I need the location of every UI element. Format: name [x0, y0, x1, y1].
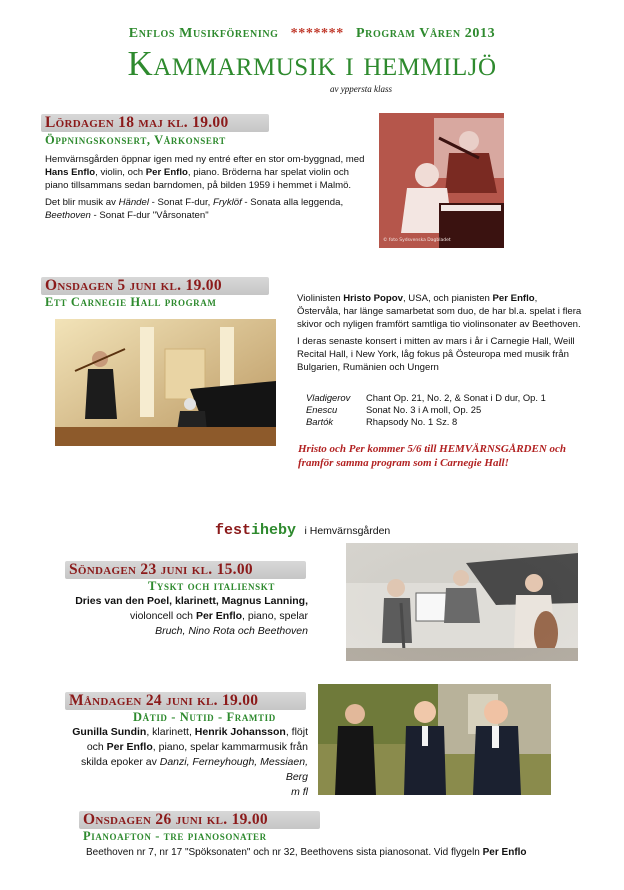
text: - Sonata alla leggenda, [241, 197, 344, 208]
composers: Danzi, Ferneyhough, Messiaen, Berg [159, 756, 308, 783]
event4-line2 [60, 740, 308, 755]
performer-name: Per Enflo [145, 167, 188, 178]
festival-fest: fest [215, 522, 252, 539]
text: - Sonat F-dur "Vårsonaten" [90, 210, 209, 221]
main-title: Kammarmusik i hemmiljö [127, 44, 497, 83]
event3-date: Söndagen 23 juni kl. 15.00 [69, 561, 253, 578]
text: , flöjt [285, 726, 308, 738]
event2-note: Hristo och Per kommer 5/6 till HEMVÄRNSGÅRDEN och framför samma program som i Carnegie Hall! [298, 443, 567, 469]
photo-carnegie-hall [55, 319, 276, 446]
performer-name: Per Enflo [106, 741, 153, 753]
event1-date: Lördagen 18 maj kl. 19.00 [45, 114, 229, 131]
performer-name: Henrik Johansson [194, 726, 286, 738]
event1-subtitle: Öppningskonsert, Vårkonsert [45, 133, 226, 147]
text: Violinisten [297, 293, 344, 304]
program-row [306, 392, 550, 404]
composer: Beethoven [45, 210, 91, 221]
program-season: Program Våren 2013 [355, 26, 496, 41]
program-composer: Bartók [306, 416, 334, 427]
event2-paragraph2: I deras senaste konsert i mitten av mars i år i Carnegie Hall, Weill Recital Hall, i New York, låg fokus på Östeuropa med musik från Bulgarien, Rumänien och Ungern [297, 336, 575, 373]
event5-subtitle: Pianoafton - tre pianosonater [83, 829, 267, 843]
tagline: av yppersta klass [330, 84, 392, 94]
text: , violin, och [95, 167, 146, 178]
festival-venue: i Hemvärnsgården [304, 525, 391, 537]
performer-name: Per Enflo [492, 293, 535, 304]
composer: Beethoven [86, 847, 134, 858]
text: , klarinett, [146, 726, 195, 738]
event4-date: Måndagen 24 juni kl. 19.00 [69, 692, 259, 709]
composer: Fryklöf [212, 197, 242, 208]
event5-date: Onsdagen 26 juni kl. 19.00 [83, 811, 268, 828]
performers-photo-image [318, 684, 551, 795]
text: Hemvärnsgården öppnar igen med ny entré efter en stor om-byggnad, med [45, 154, 365, 165]
event2-description [297, 292, 582, 374]
text: skilda epoker av [80, 756, 160, 768]
program-work: Sonat No. 3 i A moll, Op. 25 [366, 404, 482, 415]
text: , piano. Bröderna har spelat violin och piano tillsammans sedan barndomen, på bilden 1959 i hemmet i Malmö. [45, 167, 352, 191]
program-composer: Vladigerov [306, 392, 351, 403]
event3-subtitle: Tyskt och italienskt [148, 579, 275, 593]
text: , Östervåla, har länge samarbetat som duo, de har bl.a. spelat i flera skivor och nyligen framfört samtliga tio violinsonater av Beethoven. [297, 293, 582, 330]
event3-description [68, 594, 308, 639]
performer-name: Hristo Popov [343, 293, 403, 304]
event2-subtitle: Ett Carnegie Hall program [45, 295, 217, 309]
text: , piano, spelar [242, 610, 308, 622]
event1-paragraph1 [45, 153, 365, 192]
trio-photo-image [346, 543, 578, 661]
program-composer: Enescu [306, 404, 338, 415]
program-work: Chant Op. 21, No. 2, & Sonat i D dur, Op. 1 [366, 392, 546, 403]
header-line [0, 26, 624, 42]
event4-line1 [60, 725, 308, 740]
festival-iheby: iheby [251, 522, 297, 539]
composer: Händel [118, 197, 149, 208]
event4-subtitle: Dåtid - Nutid - Framtid [133, 710, 276, 724]
event2-paragraph1 [297, 292, 582, 331]
performer-name: Per Enflo [482, 847, 527, 858]
performer-name: Per Enflo [195, 610, 243, 622]
program-row [306, 404, 550, 416]
program-work: Rhapsody No. 1 Sz. 8 [366, 416, 458, 427]
event2-date: Onsdagen 5 juni kl. 19.00 [45, 277, 222, 294]
photo-trio-rehearsal [346, 543, 578, 661]
text: , USA, och pianisten [402, 293, 493, 304]
event1-description [45, 153, 365, 222]
performer-name: Gunilla Sundin [72, 726, 147, 738]
text: violoncell och [129, 610, 196, 622]
text: , piano, spelar kammarmusik från [152, 741, 308, 753]
text: Det blir musik av [45, 197, 119, 208]
festival-heading [215, 521, 390, 539]
photo-three-performers [318, 684, 551, 795]
event3-line3: Bruch, Nino Rota och Beethoven [155, 625, 308, 637]
carnegie-photo-image [55, 319, 276, 446]
brothers-photo-image [379, 113, 504, 248]
event1-paragraph2 [45, 196, 365, 222]
performer-name: Hans Enflo [45, 167, 96, 178]
association-name: Enflos Musikförening [128, 26, 279, 41]
photo-credit: © foto Sydsvenska Dagbladet [383, 238, 451, 243]
event5-description [86, 847, 606, 858]
photo-brothers-1959 [379, 113, 504, 248]
event4-description [60, 725, 308, 800]
event2-program-table [306, 392, 550, 428]
header-stars: ******* [290, 26, 344, 41]
event4-line3 [60, 755, 308, 785]
event3-line1: Dries van den Poel, klarinett, Magnus Lanning, [75, 595, 308, 607]
text: och [86, 741, 107, 753]
text: nr 7, nr 17 "Spöksonaten" och nr 32, Beethovens sista pianosonat. Vid flygeln [133, 847, 483, 858]
text: - Sonat F-dur, [148, 197, 213, 208]
event3-line2 [68, 609, 308, 624]
event4-line4: m fl [291, 786, 308, 798]
program-row [306, 416, 550, 428]
